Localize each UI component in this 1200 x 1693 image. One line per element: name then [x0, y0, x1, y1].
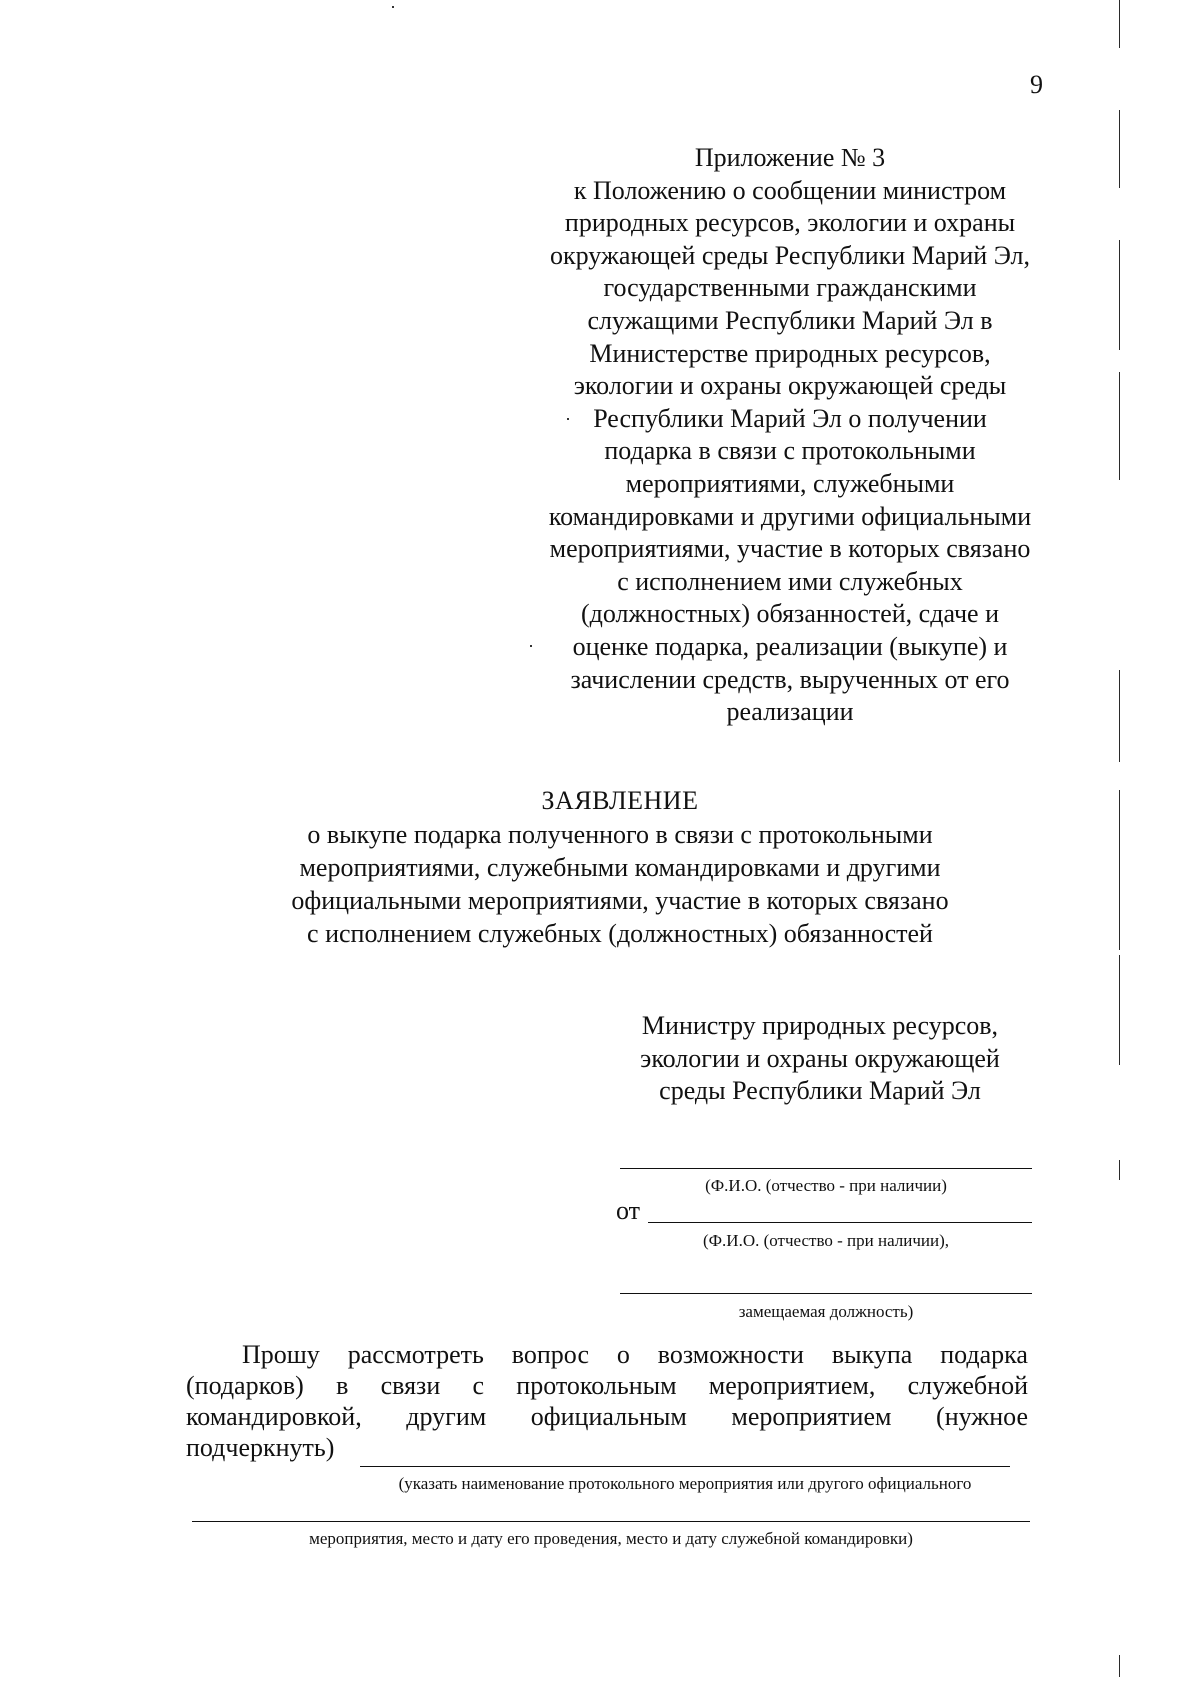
addressee-block [600, 1010, 1040, 1108]
scan-margin-mark [1119, 955, 1120, 1065]
appendix-line: подарка в связи с протокольными [604, 436, 976, 466]
scan-margin-mark [1119, 240, 1120, 350]
statement-subtitle-line: официальными мероприятиями, участие в которых связано [291, 886, 949, 915]
request-word: служебной [907, 1371, 1028, 1400]
request-word: выкупа [831, 1340, 913, 1369]
scan-margin-mark [1119, 110, 1120, 188]
scan-speck [530, 645, 532, 647]
appendix-line: окружающей среды Республики Марий Эл, [550, 240, 1030, 270]
statement-title: ЗАЯВЛЕНИЕ [541, 786, 699, 815]
request-word: подарка [940, 1340, 1028, 1369]
request-line [186, 1370, 1028, 1401]
appendix-line: реализации [726, 697, 854, 727]
sender-name-caption: (Ф.И.О. (отчество - при наличии), [702, 1231, 950, 1250]
appendix-line: природных ресурсов, экологии и охраны [564, 208, 1016, 238]
appendix-line: Приложение № 3 [694, 143, 886, 172]
request-word: официальным [530, 1402, 687, 1431]
request-line [186, 1432, 1028, 1463]
request-paragraph [186, 1339, 1028, 1463]
appendix-line: зачислении средств, вырученных от его [570, 664, 1010, 694]
request-word: в [336, 1371, 349, 1400]
appendix-line: командировками и другими официальными [548, 501, 1032, 531]
appendix-line: с исполнением ими служебных [617, 566, 963, 596]
scan-margin-mark [1119, 790, 1120, 950]
addressee-name-line[interactable] [620, 1168, 1032, 1169]
event-details-caption: мероприятия, место и дату его проведения, место и дату служебной командировки) [309, 1529, 913, 1548]
addressee-line: Министру природных ресурсов, [641, 1011, 999, 1040]
scan-margin-mark [1119, 372, 1120, 480]
event-details-line[interactable] [192, 1521, 1030, 1522]
statement-subtitle-line: о выкупе подарка полученного в связи с протокольными [307, 820, 933, 849]
appendix-line: служащими Республики Марий Эл в [587, 305, 993, 335]
appendix-line: Министерстве природных ресурсов, [589, 338, 991, 368]
request-line [186, 1401, 1028, 1432]
addressee-line: экологии и охраны окружающей [640, 1043, 1000, 1073]
scan-speck [392, 6, 394, 8]
request-word: мероприятием [731, 1402, 892, 1431]
statement-subtitle [200, 818, 1040, 950]
appendix-line: к Положению о сообщении министром [573, 175, 1007, 205]
scan-speck [567, 418, 569, 420]
statement-subtitle-line: мероприятиями, служебными командировками и другими [299, 853, 941, 882]
sender-position-line[interactable] [620, 1293, 1032, 1294]
appendix-line: (должностных) обязанностей, сдаче и [581, 599, 999, 629]
event-name-line[interactable] [360, 1466, 1010, 1467]
request-word: возможности [657, 1340, 804, 1369]
request-word: о [616, 1340, 630, 1369]
appendix-line: мероприятиями, участие в которых связано [549, 534, 1031, 564]
appendix-line: экологии и охраны окружающей среды [573, 371, 1007, 401]
sender-position-caption: замещаемая должность) [738, 1302, 914, 1321]
request-word: командировкой, [186, 1402, 362, 1431]
request-word: Прошу [242, 1340, 320, 1369]
addressee-name-caption: (Ф.И.О. (отчество - при наличии) [705, 1176, 947, 1195]
appendix-line: государственными гражданскими [603, 273, 977, 303]
scan-margin-mark [1119, 1160, 1120, 1180]
appendix-line: мероприятиями, служебными [625, 468, 955, 498]
scan-margin-mark [1119, 1655, 1120, 1677]
request-word: мероприятием, [708, 1371, 876, 1400]
page-number: 9 [1030, 70, 1043, 99]
request-word: протокольным [516, 1371, 677, 1400]
event-name-caption: (указать наименование протокольного мероприятия или другого официального [398, 1474, 972, 1493]
request-word: рассмотреть [347, 1340, 484, 1369]
appendix-line: оценке подарка, реализации (выкупе) и [572, 631, 1008, 661]
scan-margin-mark [1119, 670, 1120, 762]
request-line [186, 1339, 1028, 1370]
request-word: (нужное [936, 1402, 1028, 1431]
request-word: связи [380, 1371, 441, 1400]
request-word: с [472, 1371, 485, 1400]
request-word: (подарков) [186, 1371, 304, 1400]
request-underline-label: подчеркнуть) [186, 1433, 335, 1462]
addressee-line: среды Республики Марий Эл [659, 1076, 981, 1105]
from-label: от [616, 1196, 641, 1225]
request-word: вопрос [511, 1340, 589, 1369]
appendix-block [520, 142, 1060, 729]
sender-name-line[interactable] [648, 1222, 1032, 1223]
statement-subtitle-line: с исполнением служебных (должностных) обязанностей [307, 919, 933, 948]
scan-margin-mark [1119, 0, 1120, 48]
appendix-line: Республики Марий Эл о получении [593, 403, 987, 433]
request-word: другим [406, 1402, 487, 1431]
